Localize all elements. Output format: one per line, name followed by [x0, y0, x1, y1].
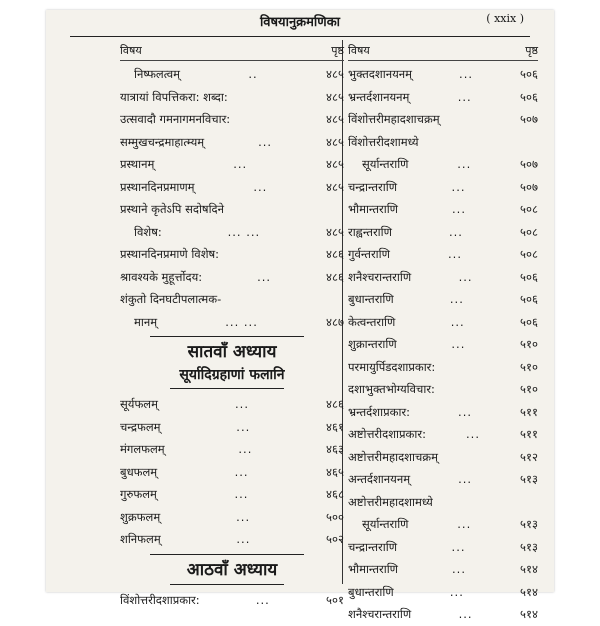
toc-entry [120, 288, 344, 311]
toc-entry [120, 86, 344, 109]
toc-entry-page: ४६८ [326, 487, 344, 501]
toc-entry-leader: ... [451, 179, 466, 194]
toc-list-top [120, 63, 344, 333]
toc-entry-title: चन्द्रान्तराणि [348, 539, 398, 554]
toc-entry-title: प्रस्थाने कृतेऽपि सदोषदिने [120, 202, 225, 216]
toc-entry-title: विंशोत्तरीदशामध्ये [348, 134, 419, 149]
toc-entry [348, 311, 538, 334]
toc-entry-page: ५०७ [520, 179, 538, 194]
toc-entry [348, 176, 538, 199]
toc-entry-leader: ... [255, 592, 270, 607]
toc-entry-page: ५०७ [520, 112, 538, 126]
toc-entry-page: ५१४ [520, 562, 538, 576]
column-header [120, 42, 344, 61]
toc-entry [348, 603, 538, 626]
toc-entry-page: ५०२ [326, 532, 344, 546]
toc-entry-title: केत्वन्तराणि [348, 314, 396, 329]
toc-entry-leader: ... [233, 157, 248, 171]
toc-entry-leader: ... [236, 419, 251, 434]
toc-entry-page: ४८७ [326, 314, 344, 329]
chapter-title: सातवाँ अध्याय [187, 342, 277, 362]
toc-entry [348, 108, 538, 131]
toc-entry [348, 243, 538, 266]
toc-entry [348, 266, 538, 289]
page-header [46, 12, 554, 34]
toc-entry-leader: ... [257, 269, 272, 284]
toc-entry-title: उत्सवादौ गमनागमनविचार: [120, 112, 231, 126]
toc-entry-page: ४६३ [326, 442, 344, 456]
column-header-page: पृष्ठ [331, 44, 344, 57]
column-header-subject: विषय [120, 44, 142, 57]
toc-entry [120, 438, 344, 461]
column-header-page: पृष्ठ [525, 44, 538, 57]
toc-entry-leader: ... [451, 337, 466, 351]
toc-entry-leader: .. [248, 67, 258, 81]
toc-entry-leader: ... [457, 517, 472, 531]
toc-entry-page: ४८५ [326, 112, 344, 126]
toc-entry-title: निष्फलत्वम् [134, 67, 181, 81]
toc-entry-title: भ्रन्तर्दशानयनम् [348, 89, 410, 104]
left-column [120, 42, 344, 611]
header-rule [70, 36, 530, 37]
toc-entry-title: विंशोत्तरीदशाप्रकार: [120, 592, 200, 607]
toc-entry-title: अष्टोत्तरीमहादशाचक्रम् [348, 449, 438, 464]
toc-entry [348, 536, 538, 559]
toc-entry [348, 468, 538, 491]
toc-entry-leader: ... ... [225, 314, 258, 329]
toc-entry-leader: ... [458, 472, 473, 486]
toc-entry-title: बुधफलम् [120, 464, 158, 479]
toc-entry-leader: ... [236, 532, 251, 546]
toc-entry-title: भौमान्तराणि [348, 562, 398, 576]
toc-entry-leader: ... [234, 464, 249, 479]
toc-entry-title: दशाभुक्तभोग्यविचार: [348, 382, 435, 396]
toc-entry-page: ५११ [520, 427, 538, 441]
toc-entry-title: चन्द्रफलम् [120, 419, 161, 434]
toc-entry-page: ५०८ [520, 224, 538, 239]
toc-entry [120, 528, 344, 551]
toc-entry-page: ५०८ [520, 202, 538, 216]
section-rule [170, 584, 284, 585]
toc-entry-leader: ... [449, 584, 464, 599]
toc-entry-leader: ... ... [227, 224, 261, 239]
toc-entry-page: ४८५ [326, 224, 344, 239]
toc-entry-leader: ... [449, 224, 463, 239]
section-rule [150, 336, 304, 337]
toc-entry-page: ५१० [520, 382, 538, 396]
toc-entry-title: चन्द्रान्तराणि [348, 179, 398, 194]
toc-entry [120, 311, 344, 334]
toc-entry-title: राह्वन्तराणि [348, 224, 392, 239]
toc-entry-title: सूर्यान्तराणि [362, 157, 409, 171]
toc-entry-title: शुक्रफलम् [120, 509, 161, 524]
toc-entry-page: ५१४ [520, 607, 538, 621]
column-header [348, 42, 538, 61]
toc-entry [348, 558, 538, 581]
toc-entry-leader: ... [236, 509, 251, 524]
chapter-title: आठवाँ अध्याय [186, 559, 278, 580]
toc-entry-title: शुक्रान्तराणि [348, 337, 397, 351]
toc-entry-leader: ... [452, 202, 466, 216]
toc-entry-leader: ... [452, 562, 466, 576]
toc-entry [348, 446, 538, 469]
toc-entry-title: प्रस्थानदिनप्रमाणे विशेष: [120, 247, 220, 261]
toc-entry [348, 86, 538, 109]
toc-entry [348, 288, 538, 311]
toc-entry-title: भौमान्तराणि [348, 202, 398, 216]
toc-entry-title: परमायुर्पिडदशाप्रकार: [348, 359, 436, 374]
toc-entry [348, 378, 538, 401]
toc-entry-leader: ... [253, 179, 268, 194]
toc-list-bottom [120, 589, 344, 612]
toc-entry-title: प्रस्थानदिनप्रमाणम् [120, 179, 195, 194]
toc-entry-page: ५०६ [520, 89, 538, 104]
toc-entry-title: शनैश्चरान्तराणि [348, 269, 412, 284]
section-rule [170, 388, 284, 389]
toc-list [348, 63, 538, 626]
toc-entry [120, 461, 344, 484]
toc-entry-title: शनैश्चरान्तराणि [348, 607, 412, 621]
toc-entry-page: ५०७ [520, 157, 538, 171]
toc-entry-title: शनिफलम् [120, 532, 161, 546]
toc-entry-title: भुक्तदशानयनम् [348, 67, 413, 81]
chapter-seven-heading [120, 336, 344, 389]
chapter-eight-heading [120, 554, 344, 585]
toc-entry-title: सूर्यान्तराणि [362, 517, 409, 531]
toc-entry [348, 153, 538, 176]
toc-entry [348, 401, 538, 424]
page-number: ( xxix ) [486, 12, 524, 25]
page-title: विषयानुक्रमणिका [259, 15, 341, 30]
toc-entry-leader: ... [448, 247, 462, 261]
toc-entry-title: सम्मुखचन्द्रमाहात्म्यम् [120, 134, 205, 149]
toc-entry-page: ५१३ [520, 539, 538, 554]
toc-entry-page: ४८५ [326, 179, 344, 194]
toc-entry-title: श्रावश्यके मुहूर्त्तोदय: [120, 269, 203, 284]
toc-entry-page: ५०६ [520, 292, 538, 306]
toc-entry [348, 131, 538, 154]
toc-entry-page: ५१० [520, 359, 538, 374]
section-rule [150, 554, 304, 555]
toc-entry-page: ५१३ [520, 472, 538, 486]
toc-entry-leader: ... [459, 67, 474, 81]
toc-entry-leader: ... [258, 134, 273, 149]
toc-entry-page: ४६५ [326, 464, 344, 479]
toc-entry-page: ५१२ [520, 449, 538, 464]
toc-entry-title: भ्रन्तर्दशाप्रकार: [348, 404, 411, 419]
toc-entry [120, 198, 344, 221]
toc-entry [120, 243, 344, 266]
toc-entry-page: ४६१ [326, 419, 344, 434]
toc-entry-page: ४८५ [326, 157, 344, 171]
toc-entry [120, 131, 344, 154]
toc-entry-page: ५१० [520, 337, 538, 351]
toc-entry [120, 393, 344, 416]
toc-entry-title: अन्तर्दशानयनम् [348, 472, 411, 486]
book-page [46, 10, 554, 621]
toc-entry-title: प्रस्थानम् [120, 157, 155, 171]
toc-entry-leader: ... [457, 157, 472, 171]
toc-entry [348, 333, 538, 356]
toc-entry-leader: ... [458, 404, 473, 419]
toc-entry-page: ४८५ [326, 67, 344, 81]
toc-entry-title: शंकुतो दिनघटीपलात्मक- [120, 292, 222, 306]
toc-entry-page: ५१३ [520, 517, 538, 531]
toc-entry-leader: ... [457, 89, 472, 104]
toc-entry [120, 63, 344, 86]
toc-entry-title: गुर्वन्तराणि [348, 247, 390, 261]
toc-entry-leader: ... [466, 427, 480, 441]
toc-entry-title: बुधान्तराणि [348, 584, 394, 599]
toc-entry-title: यात्रायां विपत्तिकरा: शब्दा: [120, 89, 228, 104]
toc-entry [348, 198, 538, 221]
toc-entry-page: ५०० [326, 509, 344, 524]
toc-entry-title: मंगलफलम् [120, 442, 165, 456]
toc-entry-title: मानम् [134, 314, 158, 329]
toc-entry-title: विंशोत्तरीमहादशाचक्रम् [348, 112, 440, 126]
toc-entry-page: ४८६ [326, 397, 344, 411]
toc-entry-page: ५०८ [520, 247, 538, 261]
toc-entry-leader: ... [234, 487, 249, 501]
toc-entry-page: ४८५ [326, 134, 344, 149]
chapter-subtitle: सूर्यादिग्रहाणां फलानि [179, 367, 285, 383]
toc-entry-page: ४८५ [326, 89, 344, 104]
toc-entry-title: सूर्यफलम् [120, 397, 158, 411]
toc-entry [120, 589, 344, 612]
toc-entry-page: ५०१ [326, 592, 344, 607]
toc-entry-leader: ... [238, 442, 253, 456]
toc-list-middle [120, 393, 344, 551]
toc-entry [120, 483, 344, 506]
toc-entry-leader: ... [458, 269, 473, 284]
toc-entry [348, 63, 538, 86]
toc-entry-leader: ... [451, 539, 466, 554]
toc-entry [348, 221, 538, 244]
toc-entry [120, 416, 344, 439]
toc-entry [120, 506, 344, 529]
toc-entry-page: ५०६ [520, 269, 538, 284]
toc-entry-leader: ... [450, 314, 465, 329]
toc-entry-leader: ... [235, 397, 249, 411]
toc-entry-title: गुरुफलम् [120, 487, 157, 501]
toc-entry [348, 423, 538, 446]
toc-entry-title: अष्टोत्तरीदशाप्रकार: [348, 427, 426, 441]
toc-entry [120, 176, 344, 199]
toc-entry-page: ४८६ [326, 269, 344, 284]
toc-entry [120, 153, 344, 176]
toc-entry-page: ५०६ [520, 67, 538, 81]
right-column [348, 42, 538, 626]
toc-entry-title: विशेष: [134, 224, 162, 239]
toc-entry-leader: ... [449, 292, 464, 306]
toc-entry-title: अष्टोत्तरीमहादशामध्ये [348, 494, 433, 509]
toc-entry [120, 221, 344, 244]
toc-entry [348, 581, 538, 604]
column-header-subject: विषय [348, 44, 370, 57]
toc-entry [348, 491, 538, 514]
toc-entry-title: बुधान्तराणि [348, 292, 394, 306]
toc-entry [348, 513, 538, 536]
toc-entry-page: ५१४ [520, 584, 538, 599]
toc-entry [120, 108, 344, 131]
toc-entry-leader: ... [458, 607, 473, 621]
toc-entry-page: ५११ [520, 404, 538, 419]
toc-entry-page: ४८६ [326, 247, 344, 261]
toc-entry-page: ५०६ [520, 314, 538, 329]
toc-entry [120, 266, 344, 289]
toc-entry [348, 356, 538, 379]
